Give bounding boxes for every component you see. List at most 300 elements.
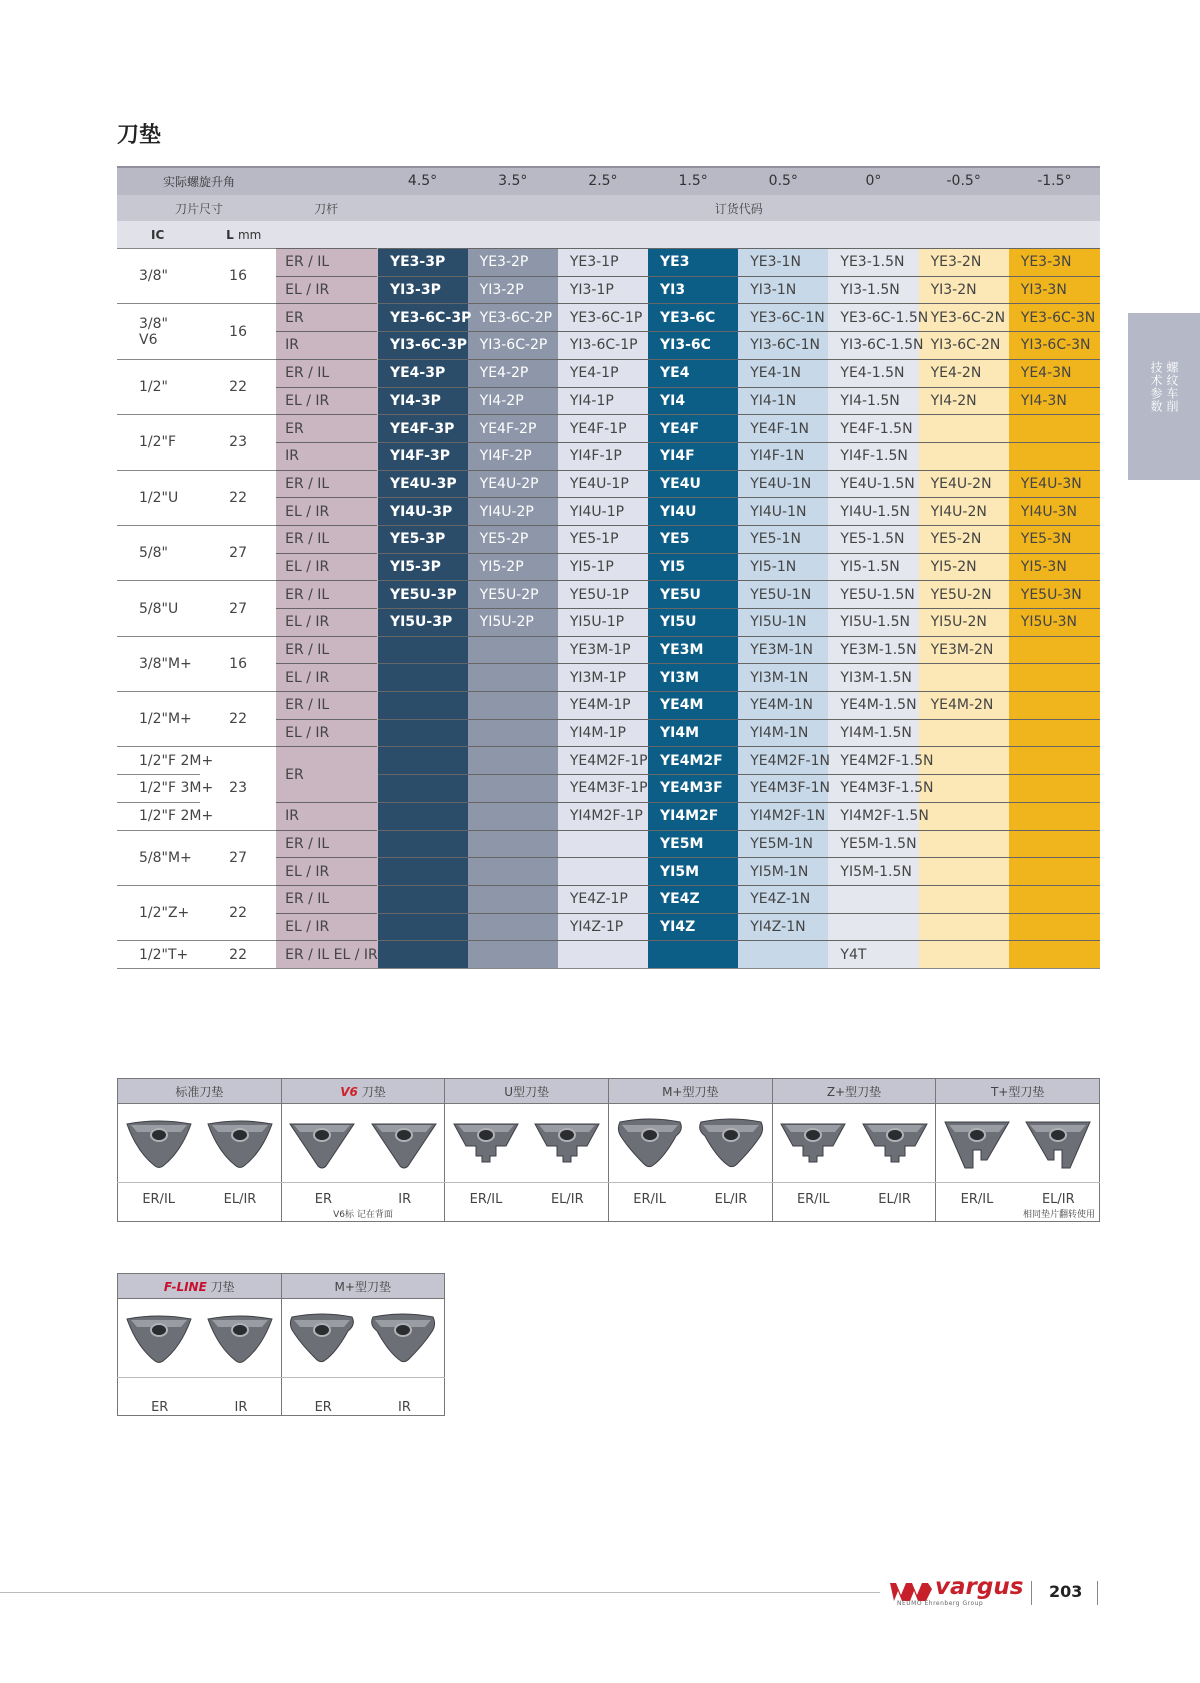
holder-type: ER / IL xyxy=(276,885,377,913)
shim-label-right: EL/IR xyxy=(714,1192,748,1207)
order-code: YI5M-1N xyxy=(738,858,828,886)
angle-0-5: 0.5° xyxy=(738,167,828,195)
holder-type: ER / IL EL / IR xyxy=(276,941,377,969)
shim-type-name: T+型刀垫 xyxy=(990,1084,1045,1099)
shim-types-table xyxy=(117,1078,1100,1222)
order-code xyxy=(468,913,558,941)
length-mm: 22 xyxy=(200,359,276,414)
angle-3-5: 3.5° xyxy=(468,167,558,195)
angle-1-5: 1.5° xyxy=(648,167,738,195)
shim-pad-icon xyxy=(450,1116,522,1170)
brand-name: vargus xyxy=(935,1574,1024,1600)
holder-type: EL / IR xyxy=(276,719,377,747)
order-code: YE4U-1.5N xyxy=(828,470,918,498)
order-code: YE3-6C-1P xyxy=(558,304,648,332)
order-code: YE3-3P xyxy=(377,249,467,277)
shim-label-right: IR xyxy=(398,1400,411,1415)
shim-brand-mark: F-LINE xyxy=(163,1279,207,1294)
order-code: YE4U-3P xyxy=(377,470,467,498)
order-code: YI4 xyxy=(648,387,738,415)
order-code xyxy=(1009,636,1100,664)
holder-type: ER / IL xyxy=(276,359,377,387)
shim-pad-icon xyxy=(368,1116,440,1170)
order-code xyxy=(468,885,558,913)
angle-4-5: 4.5° xyxy=(377,167,467,195)
order-code: YE4-2N xyxy=(919,359,1009,387)
order-code xyxy=(919,442,1009,470)
order-code: YI3-2N xyxy=(919,276,1009,304)
shim-images xyxy=(118,1299,282,1378)
order-code xyxy=(738,941,828,969)
order-code: YI4U-1P xyxy=(558,498,648,526)
order-code: YE4M xyxy=(648,692,738,720)
table-row xyxy=(117,885,1100,913)
page-title: 刀垫 xyxy=(117,123,162,148)
shim-labels xyxy=(281,1183,445,1208)
order-code: YI4U-1N xyxy=(738,498,828,526)
order-code: YI3M-1P xyxy=(558,664,648,692)
order-code xyxy=(1009,692,1100,720)
order-code xyxy=(468,636,558,664)
order-code: YE4M2F-1P xyxy=(558,747,648,775)
angle-0: 0° xyxy=(828,167,918,195)
order-code: YI3-2P xyxy=(468,276,558,304)
angle-minus-1-5: -1.5° xyxy=(1009,167,1100,195)
brand-subtitle: NEUMO Ehrenberg Group xyxy=(897,1600,984,1607)
shim-pad-icon xyxy=(286,1311,358,1365)
order-code: YI3M-1.5N xyxy=(828,664,918,692)
order-code xyxy=(1009,747,1100,775)
order-code: YE4F-1P xyxy=(558,415,648,443)
length-mm: 23 xyxy=(200,747,276,830)
order-code: YE4F-1.5N xyxy=(828,415,918,443)
order-code: YI4F-1.5N xyxy=(828,442,918,470)
order-code xyxy=(468,664,558,692)
holder-type: ER / IL xyxy=(276,470,377,498)
table-row xyxy=(117,941,1100,969)
order-code: YE4M-1N xyxy=(738,692,828,720)
order-code: YI3-6C-3P xyxy=(377,332,467,360)
shim-label-left: ER/IL xyxy=(142,1192,176,1207)
order-code: YI3-3P xyxy=(377,276,467,304)
order-code: YE4U-2P xyxy=(468,470,558,498)
length-mm: 16 xyxy=(200,636,276,691)
shim-pad-icon xyxy=(859,1116,931,1170)
ic-size: 1/2" xyxy=(117,359,200,414)
shim-labels xyxy=(445,1183,609,1208)
holder-type: IR xyxy=(276,442,377,470)
ic-size: 1/2"F 2M+ xyxy=(117,802,200,830)
order-code: YE3-6C-1N xyxy=(738,304,828,332)
order-code xyxy=(1009,775,1100,803)
order-code: YI4M-1P xyxy=(558,719,648,747)
holder-type: ER / IL xyxy=(276,581,377,609)
length-mm: 22 xyxy=(200,885,276,940)
order-code: YE3M-1N xyxy=(738,636,828,664)
order-code xyxy=(558,858,648,886)
order-code: YI5U-3P xyxy=(377,609,467,637)
shim-note: V6标 记在背面 xyxy=(281,1207,445,1222)
order-code xyxy=(468,830,558,858)
order-code xyxy=(468,941,558,969)
shim-labels xyxy=(936,1183,1100,1208)
shim-label-left: ER/IL xyxy=(796,1192,830,1207)
order-code xyxy=(919,664,1009,692)
order-code xyxy=(1009,913,1100,941)
table-row xyxy=(117,415,1100,443)
page-number: 203 xyxy=(1049,1582,1083,1601)
order-code: YE4M-1.5N xyxy=(828,692,918,720)
order-code: YI4Z-1N xyxy=(738,913,828,941)
shim-labels xyxy=(772,1183,936,1208)
order-code: YE4-1.5N xyxy=(828,359,918,387)
order-code xyxy=(468,747,558,775)
order-code: YE4F-3P xyxy=(377,415,467,443)
ic-size: 1/2"M+ xyxy=(117,692,200,747)
table-row xyxy=(117,470,1100,498)
shim-pad-icon xyxy=(123,1116,195,1170)
order-code: YI4F-2P xyxy=(468,442,558,470)
order-code: YE4U-2N xyxy=(919,470,1009,498)
order-code: YE5M xyxy=(648,830,738,858)
order-code: YI3-1.5N xyxy=(828,276,918,304)
holder-type: EL / IR xyxy=(276,387,377,415)
shim-label-left: ER xyxy=(314,1192,333,1207)
order-code: YE4M2F xyxy=(648,747,738,775)
shim-type-header xyxy=(936,1079,1100,1104)
order-code: YI4Z-1P xyxy=(558,913,648,941)
order-code: YE3-6C-2N xyxy=(919,304,1009,332)
holder-type: IR xyxy=(276,332,377,360)
order-code xyxy=(377,941,467,969)
helix-angle-label: 实际螺旋升角 xyxy=(117,167,377,195)
holder-type: EL / IR xyxy=(276,609,377,637)
ic-size: 1/2"F 2M+ xyxy=(117,747,200,775)
order-code: YI3-6C xyxy=(648,332,738,360)
order-code xyxy=(919,802,1009,830)
holder-type: EL / IR xyxy=(276,276,377,304)
order-code: YE5U-2N xyxy=(919,581,1009,609)
shim-label-right: IR xyxy=(234,1400,248,1415)
order-code: YE3-6C-3P xyxy=(377,304,467,332)
order-code: YI4M2F-1.5N xyxy=(828,802,918,830)
order-code xyxy=(1009,802,1100,830)
ic-size: 1/2"T+ xyxy=(117,941,200,969)
order-code: YI3-6C-2P xyxy=(468,332,558,360)
order-code: YI5-1.5N xyxy=(828,553,918,581)
order-code: YI4Z xyxy=(648,913,738,941)
order-code: YE4 xyxy=(648,359,738,387)
order-code xyxy=(919,830,1009,858)
shim-label-left: ER/IL xyxy=(960,1192,994,1207)
order-code: YE4M3F xyxy=(648,775,738,803)
order-code xyxy=(468,692,558,720)
shim-type-header xyxy=(772,1079,936,1104)
shim-pad-icon xyxy=(531,1116,603,1170)
holder-type: ER / IL xyxy=(276,636,377,664)
order-code: YI4U-3N xyxy=(1009,498,1100,526)
order-code: YI5U-1P xyxy=(558,609,648,637)
order-code: YE4-2P xyxy=(468,359,558,387)
shim-type-header xyxy=(445,1079,609,1104)
order-code: YE3-1P xyxy=(558,249,648,277)
order-code xyxy=(377,775,467,803)
shim-type-name: M+型刀垫 xyxy=(334,1279,391,1294)
order-code: YE3 xyxy=(648,249,738,277)
order-code xyxy=(377,636,467,664)
order-code: YE3-2N xyxy=(919,249,1009,277)
table-row xyxy=(117,304,1100,332)
order-code: YE4M3F-1.5N xyxy=(828,775,918,803)
shim-type-name: 刀垫 xyxy=(361,1084,386,1099)
order-code: YI5U-1.5N xyxy=(828,609,918,637)
length-mm: 22 xyxy=(200,692,276,747)
order-code: YI4M2F xyxy=(648,802,738,830)
length-mm: 16 xyxy=(200,249,276,304)
order-code: YI3-6C-3N xyxy=(1009,332,1100,360)
shim-pad-icon xyxy=(204,1311,276,1365)
order-code: YI4F xyxy=(648,442,738,470)
order-code: YI3M xyxy=(648,664,738,692)
order-code: YE4M-1P xyxy=(558,692,648,720)
ic-size: 1/2"F 3M+ xyxy=(117,775,200,803)
shim-pad-icon xyxy=(123,1311,195,1365)
order-code: YI3-6C-2N xyxy=(919,332,1009,360)
order-code: YE5-1.5N xyxy=(828,525,918,553)
order-code: YE5M-1.5N xyxy=(828,830,918,858)
ic-header-row xyxy=(117,221,1100,248)
order-code: YE3M-1P xyxy=(558,636,648,664)
holder-type: IR xyxy=(276,802,377,830)
order-code: YE4U-3N xyxy=(1009,470,1100,498)
shim-label-right: EL/IR xyxy=(1041,1192,1075,1207)
angle-2-5: 2.5° xyxy=(558,167,648,195)
length-mm: 22 xyxy=(200,941,276,969)
order-code: YI5-2P xyxy=(468,553,558,581)
shim-label-left: ER/IL xyxy=(469,1192,503,1207)
shim-note xyxy=(445,1207,609,1222)
length-mm: 27 xyxy=(200,830,276,885)
order-code xyxy=(468,719,558,747)
holder-type: EL / IR xyxy=(276,553,377,581)
order-code: YI4U xyxy=(648,498,738,526)
subheader-row xyxy=(117,195,1100,222)
holder-type: EL / IR xyxy=(276,664,377,692)
order-code xyxy=(1009,719,1100,747)
order-code: YI4-2N xyxy=(919,387,1009,415)
order-code: YI4-1N xyxy=(738,387,828,415)
order-code xyxy=(468,858,558,886)
order-code: YI5-3P xyxy=(377,553,467,581)
order-code xyxy=(648,941,738,969)
holder-type: ER / IL xyxy=(276,692,377,720)
order-code: YE4U-1P xyxy=(558,470,648,498)
order-code: YI3-6C-1P xyxy=(558,332,648,360)
table-row xyxy=(117,525,1100,553)
table-row xyxy=(117,581,1100,609)
order-code: YI4M-1N xyxy=(738,719,828,747)
order-code: YI4-2P xyxy=(468,387,558,415)
table-row xyxy=(117,830,1100,858)
order-code: YE3-3N xyxy=(1009,249,1100,277)
order-code: YI4U-2N xyxy=(919,498,1009,526)
order-code: YE4-1P xyxy=(558,359,648,387)
shim-note xyxy=(772,1207,936,1222)
order-code: YE4U xyxy=(648,470,738,498)
order-code: YE3-2P xyxy=(468,249,558,277)
order-code: YE3M-1.5N xyxy=(828,636,918,664)
order-code xyxy=(377,664,467,692)
order-code: YI3M-1N xyxy=(738,664,828,692)
order-code xyxy=(377,885,467,913)
order-code xyxy=(828,913,918,941)
order-code: YI3-3N xyxy=(1009,276,1100,304)
shim-type-name: 刀垫 xyxy=(210,1279,235,1294)
order-code xyxy=(1009,941,1100,969)
shim-type-name: U型刀垫 xyxy=(504,1084,550,1099)
ic-size: 3/8" V6 xyxy=(117,304,200,359)
shim-type-header xyxy=(608,1079,772,1104)
shim-label-right: EL/IR xyxy=(550,1192,584,1207)
shim-pad-icon xyxy=(695,1116,767,1170)
order-code: YI5 xyxy=(648,553,738,581)
shim-type-name: M+型刀垫 xyxy=(662,1084,719,1099)
order-code: YI5-1P xyxy=(558,553,648,581)
order-code xyxy=(468,775,558,803)
holder-label: 刀杆 xyxy=(276,195,377,222)
holder-type: ER xyxy=(276,747,377,802)
shim-pad-icon xyxy=(614,1116,686,1170)
order-code: YI5U-2P xyxy=(468,609,558,637)
order-code xyxy=(377,830,467,858)
shim-labels xyxy=(118,1378,282,1416)
order-code: YE5 xyxy=(648,525,738,553)
length-mm: 22 xyxy=(200,470,276,525)
shim-label-left: ER xyxy=(151,1400,169,1415)
order-code: YE3-6C xyxy=(648,304,738,332)
order-code: YE3-6C-2P xyxy=(468,304,558,332)
order-code: YE4M3F-1N xyxy=(738,775,828,803)
table-row xyxy=(117,636,1100,664)
holder-type: EL / IR xyxy=(276,858,377,886)
footer-rule xyxy=(0,1592,880,1593)
order-code: YE4U-1N xyxy=(738,470,828,498)
order-code xyxy=(377,802,467,830)
holder-type: ER / IL xyxy=(276,525,377,553)
order-code: YE5-2P xyxy=(468,525,558,553)
order-code: YI5U-2N xyxy=(919,609,1009,637)
order-code: YI4M2F-1N xyxy=(738,802,828,830)
order-code: YI4U-1.5N xyxy=(828,498,918,526)
order-code xyxy=(1009,664,1100,692)
length-mm: 27 xyxy=(200,525,276,580)
order-code: YI4M-1.5N xyxy=(828,719,918,747)
order-code: YE5U-2P xyxy=(468,581,558,609)
order-code: YE5-2N xyxy=(919,525,1009,553)
order-code-label: 订货代码 xyxy=(377,195,1100,222)
ic-size: 1/2"F xyxy=(117,415,200,470)
order-code xyxy=(377,719,467,747)
holder-type: ER / IL xyxy=(276,830,377,858)
shim-type-header xyxy=(281,1079,445,1104)
shim-label-left: ER/IL xyxy=(633,1192,666,1207)
order-code xyxy=(558,941,648,969)
order-code: YE3-1.5N xyxy=(828,249,918,277)
order-code: YI4U-3P xyxy=(377,498,467,526)
shim-table xyxy=(117,166,1100,969)
order-code: YE3-6C-3N xyxy=(1009,304,1100,332)
order-code: YI5M-1.5N xyxy=(828,858,918,886)
shim-type-name: Z+型刀垫 xyxy=(826,1084,882,1099)
shim-note xyxy=(608,1207,772,1222)
table-row xyxy=(117,249,1100,277)
ic-label: IC xyxy=(117,221,200,248)
order-code xyxy=(377,913,467,941)
table-row xyxy=(117,692,1100,720)
order-code: YI3-6C-1N xyxy=(738,332,828,360)
length-mm: 16 xyxy=(200,304,276,359)
order-code xyxy=(1009,858,1100,886)
order-code: YI4F-3P xyxy=(377,442,467,470)
ic-size: 3/8"M+ xyxy=(117,636,200,691)
table-row xyxy=(117,747,1100,775)
order-code: Y4T xyxy=(828,941,918,969)
order-code: YI4-3P xyxy=(377,387,467,415)
order-code: YE4M3F-1P xyxy=(558,775,648,803)
order-code: YE5-1N xyxy=(738,525,828,553)
holder-type: EL / IR xyxy=(276,498,377,526)
holder-type: ER / IL xyxy=(276,249,377,277)
order-code: YE5U xyxy=(648,581,738,609)
shim-type-name: 标准刀垫 xyxy=(175,1084,224,1099)
order-code: YE4-3P xyxy=(377,359,467,387)
order-code: YI3 xyxy=(648,276,738,304)
shim-label-left: ER xyxy=(314,1400,332,1415)
ic-size: 1/2"Z+ xyxy=(117,885,200,940)
order-code xyxy=(1009,830,1100,858)
shim-type-header xyxy=(281,1274,445,1299)
order-code: YI3-6C-1.5N xyxy=(828,332,918,360)
ic-size: 5/8" xyxy=(117,525,200,580)
order-code: YE5U-3P xyxy=(377,581,467,609)
shim-pad-icon xyxy=(941,1116,1013,1170)
order-code: YI3-1N xyxy=(738,276,828,304)
order-code: YE4M-2N xyxy=(919,692,1009,720)
order-code: YI3-1P xyxy=(558,276,648,304)
order-code: YE4Z-1N xyxy=(738,885,828,913)
order-code: YI5U-3N xyxy=(1009,609,1100,637)
order-code: YE5U-1N xyxy=(738,581,828,609)
holder-type: ER xyxy=(276,415,377,443)
shim-labels xyxy=(608,1183,772,1208)
ic-size: 3/8" xyxy=(117,249,200,304)
order-code: YI5U xyxy=(648,609,738,637)
table-row xyxy=(117,359,1100,387)
shim-images xyxy=(281,1299,445,1378)
shim-images xyxy=(772,1104,936,1183)
order-code: YI5-3N xyxy=(1009,553,1100,581)
shim-label-right: EL/IR xyxy=(223,1192,257,1207)
holder-type: EL / IR xyxy=(276,913,377,941)
shim-images xyxy=(281,1104,445,1183)
length-mm: 27 xyxy=(200,581,276,636)
order-code: YE3-1N xyxy=(738,249,828,277)
ic-size: 5/8"M+ xyxy=(117,830,200,885)
shim-pad-icon xyxy=(286,1116,358,1170)
order-code: YE4F xyxy=(648,415,738,443)
shim-images xyxy=(936,1104,1100,1183)
shim-images xyxy=(118,1104,282,1183)
